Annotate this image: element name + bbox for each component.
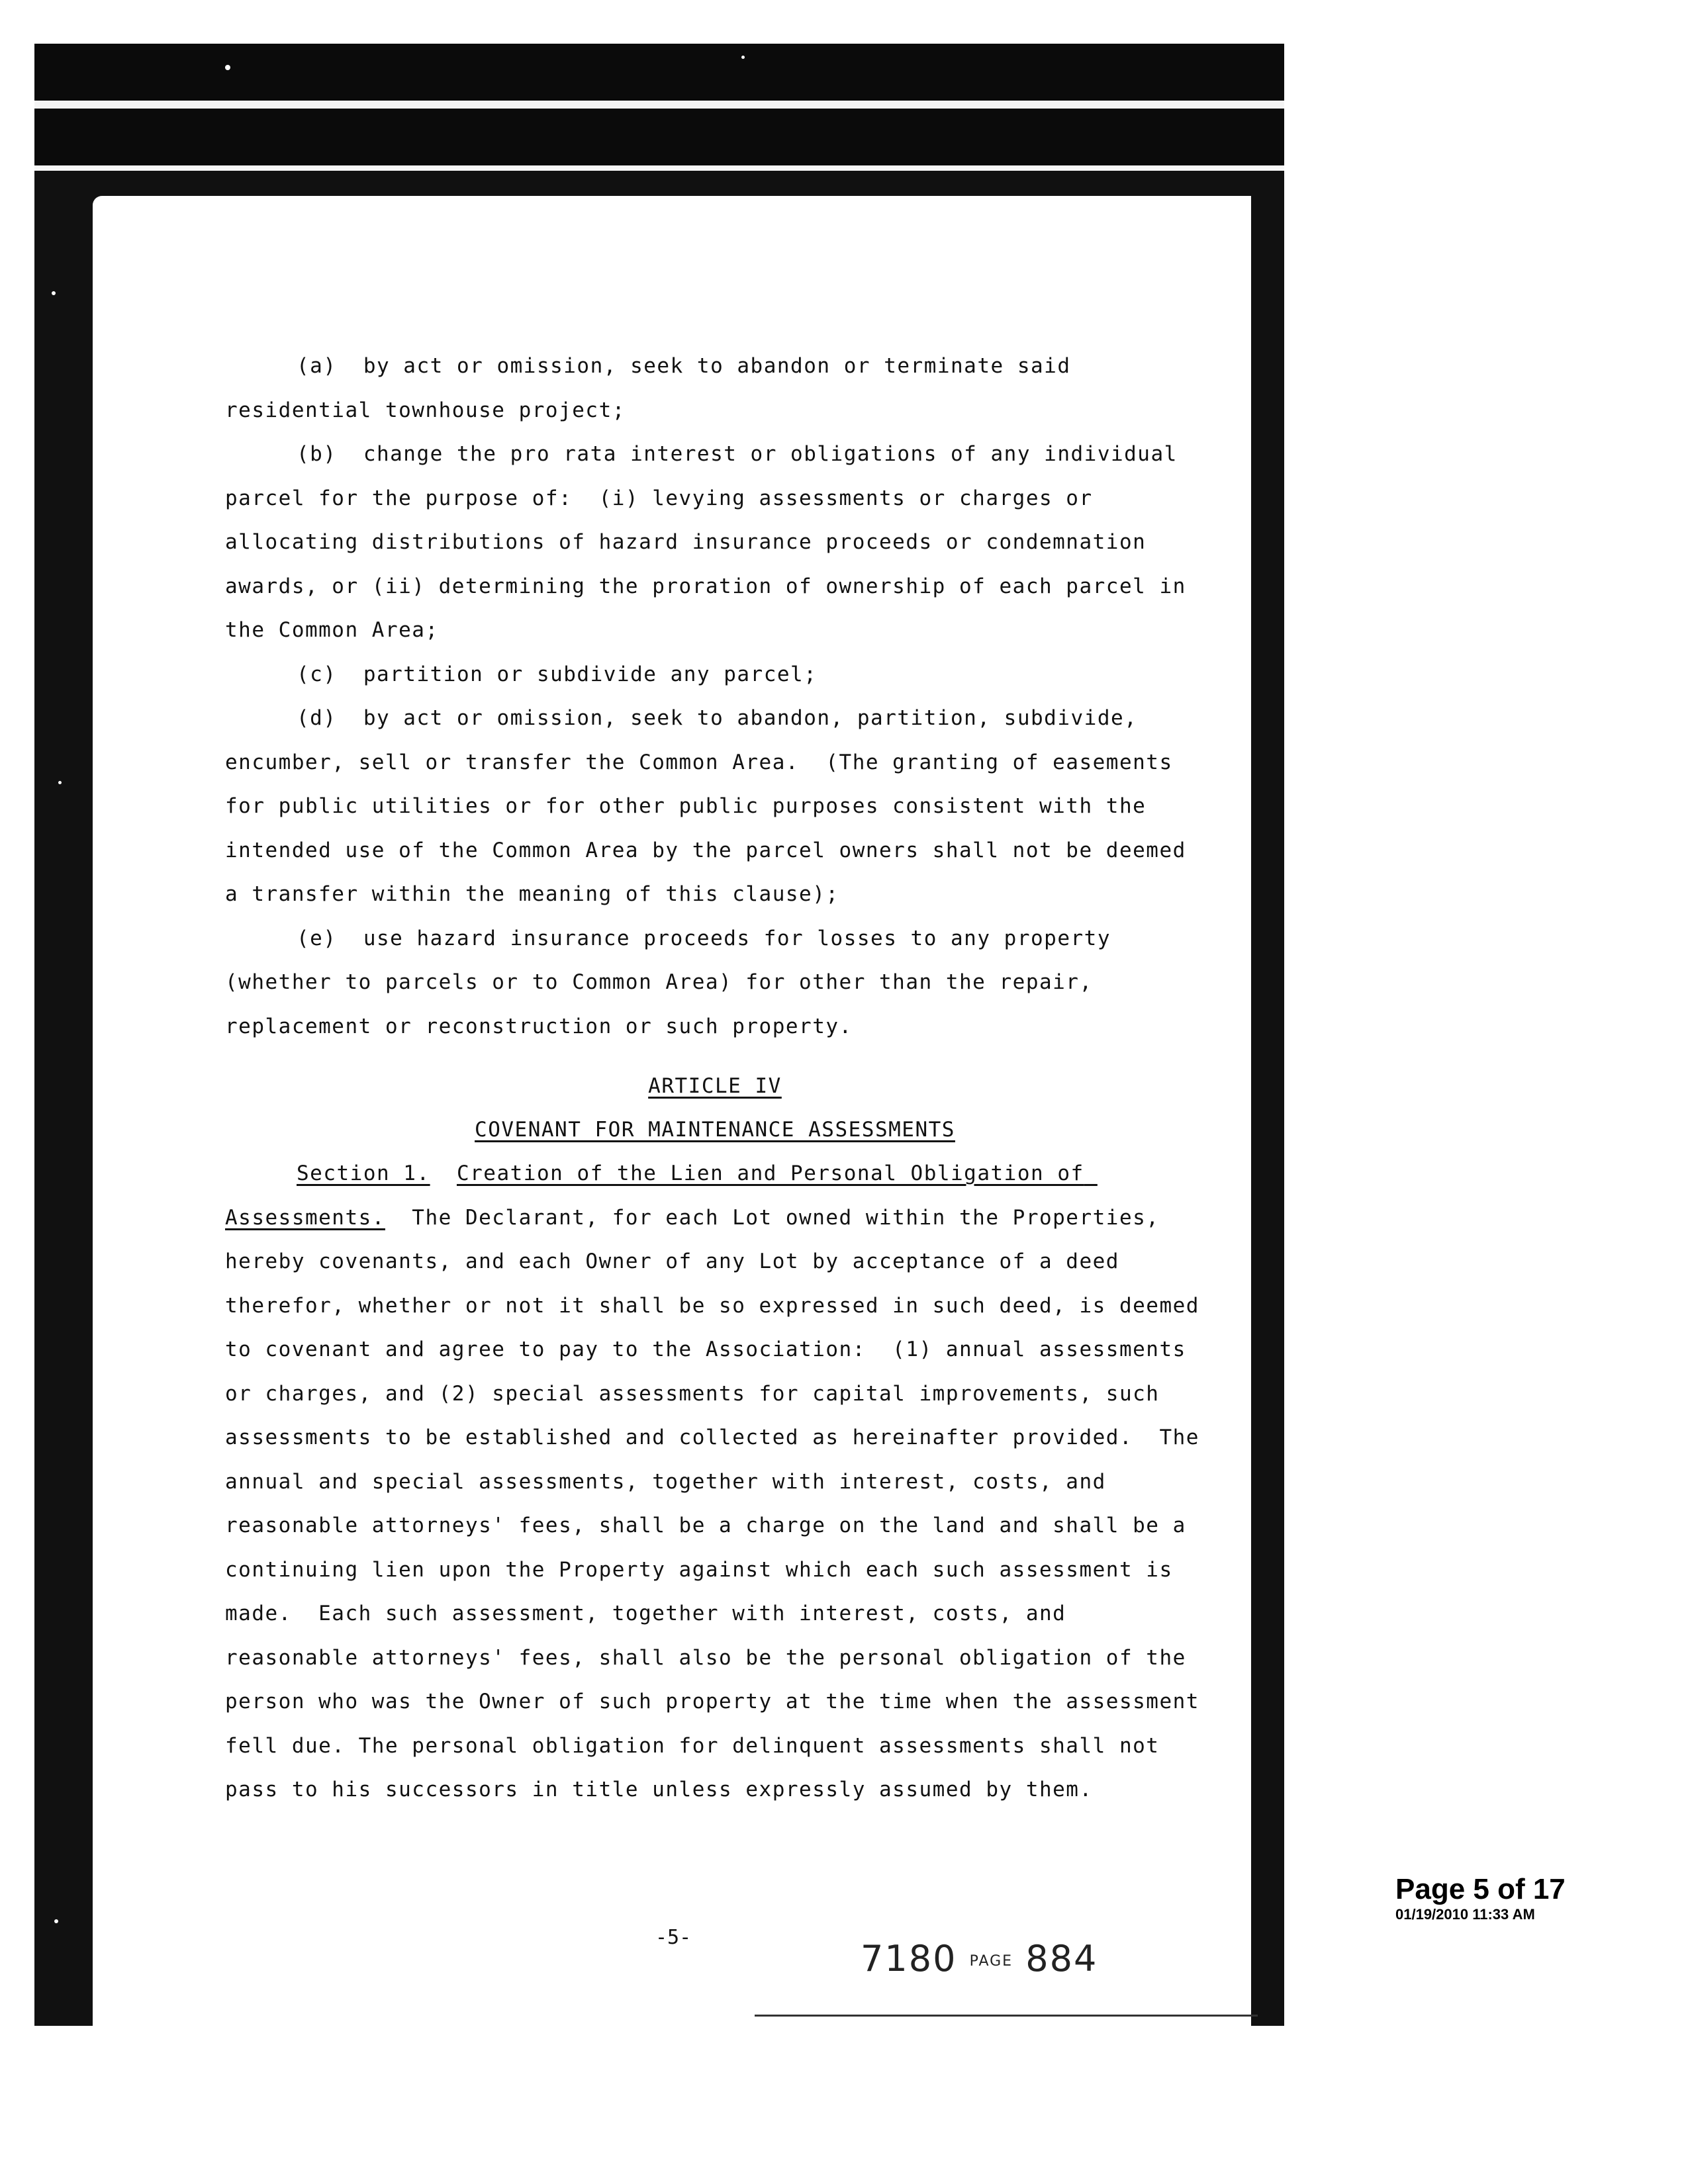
- clause-e: (e) use hazard insurance proceeds for losses to any property (whether to parcels or to Common Area) for other than the repair, replacement or reconstruction or such property.: [225, 926, 1125, 1038]
- scanner-second-band: [34, 109, 1284, 165]
- scan-speck: [225, 65, 230, 70]
- scanner-top-band: [34, 44, 1284, 101]
- viewer-page-label: Page 5 of 17: [1395, 1873, 1566, 1905]
- clause-a: (a) by act or omission, seek to abandon or terminate said residential townhouse project;: [225, 354, 1084, 422]
- clause-b: (b) change the pro rata interest or obligations of any individual parcel for the purpose of: (i) levying assessments or charges or allocating distributions of hazard insurance proceeds or condemnation awards, or (ii) determining the proration of ownership of each parcel in the Common Area;: [225, 442, 1199, 642]
- page-number: -5-: [655, 1926, 692, 1949]
- section-title: Creation of the Lien and Personal Obligation of Assessments.: [225, 1161, 1098, 1230]
- article-title: [225, 1064, 1205, 1108]
- scanner-gap-2: [34, 165, 1284, 171]
- scan-speck: [54, 1919, 58, 1923]
- article-heading: [225, 1108, 1205, 1152]
- bottom-rule: [755, 2015, 1258, 2017]
- article-heading-text: COVENANT FOR MAINTENANCE ASSESSMENTS: [475, 1118, 955, 1142]
- viewer-timestamp: 01/19/2010 11:33 AM: [1395, 1906, 1535, 1923]
- article-title-text: ARTICLE IV: [648, 1074, 782, 1098]
- section-1: [225, 1152, 1213, 1812]
- stamp-page: 884: [1025, 1938, 1098, 1979]
- section-label: Section 1.: [297, 1161, 430, 1185]
- recording-stamp: [861, 1938, 1098, 1979]
- scan-speck: [52, 291, 56, 295]
- section-body: The Declarant, for each Lot owned within the Properties, hereby covenants, and each Owner of any Lot by acceptance of a deed therefor, whether or not it shall be so expressed in such deed, is deemed to covenant and agree to pay to the Association: (1) annual assessments or charges, and (2) special assessments for capital improvements, such assessments to be established and collected as hereinafter provided. The annual and special assessments, together with interest, costs, and reasonable attorneys' fees, shall be a charge on the land and shall be a continuing lien upon the Property against which each such assessment is made. Each such assessment, together with interest, costs, and reasonable attorneys' fees, shall also be the personal obligation of the person who was the Owner of such property at the time when the assessment fell due. The personal obligation for delinquent assessments shall not pass to his successors in title unless expressly assumed by them.: [225, 1205, 1213, 1801]
- document-body: [225, 344, 1213, 1812]
- stamp-book: 7180: [861, 1938, 957, 1979]
- stamp-mark: PAGE: [969, 1952, 1013, 1970]
- scanner-gap: [34, 101, 1284, 109]
- clause-d: (d) by act or omission, seek to abandon, partition, subdivide, encumber, sell or transfer the Common Area. (The granting of easements for public utilities or for other public purposes consistent with the intended use of the Common Area by the parcel owners shall not be deemed a transfer within the meaning of this clause);: [225, 706, 1199, 906]
- scan-speck: [741, 56, 745, 59]
- scan-speck: [58, 781, 62, 784]
- clause-c: (c) partition or subdivide any parcel;: [297, 662, 818, 686]
